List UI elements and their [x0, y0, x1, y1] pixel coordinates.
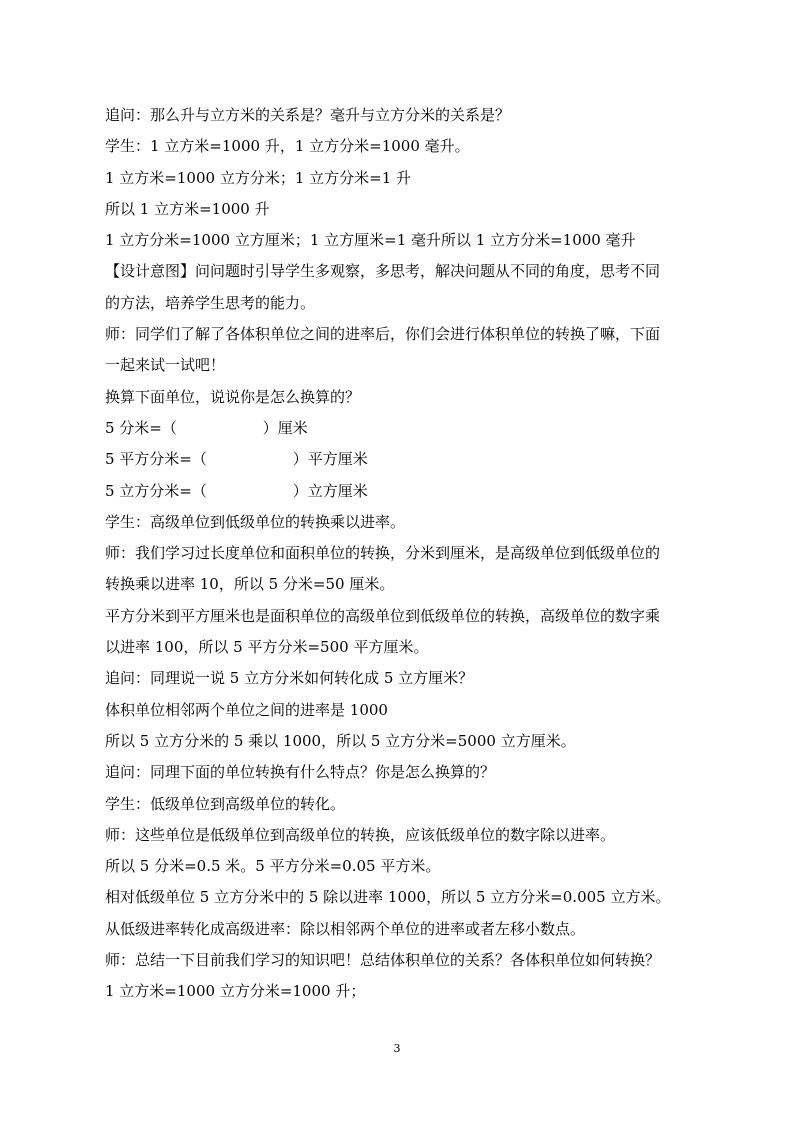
text-line: 所以 5 分米=0.5 米。5 平方分米=0.05 平方米。 — [105, 857, 441, 876]
text-line: 以进率 100，所以 5 平方分米=500 平方厘米。 — [105, 638, 429, 657]
text-line: 从低级进率转化成高级进率：除以相邻两个单位的进率或者左移小数点。 — [105, 919, 586, 938]
text-line: 追问：同理说一说 5 立方分米如何转化成 5 立方厘米？ — [105, 669, 474, 688]
text-line: 师：总结一下目前我们学习的知识吧！总结体积单位的关系？各体积单位如何转换？ — [105, 951, 661, 970]
text-line: 追问：同理下面的单位转换有什么特点？你是怎么换算的？ — [105, 763, 496, 782]
text-line: 的方法，培养学生思考的能力。 — [105, 293, 316, 312]
text-line: 体积单位相邻两个单位之间的进率是 1000 — [105, 700, 388, 719]
text-line: 师：这些单位是低级单位到高级单位的转换，应该低级单位的数字除以进率。 — [105, 825, 616, 844]
text-line: 1 立方米=1000 立方分米=1000 升； — [105, 982, 366, 1001]
text-line: 【设计意图】问问题时引导学生多观察，多思考，解决问题从不同的角度，思考不同 — [105, 262, 661, 281]
text-line: 换算下面单位，说说你是怎么换算的？ — [105, 387, 361, 406]
text-line: 5 分米=（ ）厘米 — [105, 418, 308, 437]
text-line: 5 立方分米=（ ）立方厘米 — [105, 481, 368, 500]
text-line: 所以 5 立方分米的 5 乘以 1000，所以 5 立方分米=5000 立方厘米。 — [105, 731, 576, 750]
page-number: 3 — [393, 1042, 401, 1055]
text-line: 平方分米到平方厘米也是面积单位的高级单位到低级单位的转换，高级单位的数字乘 — [105, 606, 661, 625]
text-line: 学生：低级单位到高级单位的转化。 — [105, 794, 346, 813]
text-line: 一起来试一试吧！ — [105, 356, 226, 375]
text-line: 学生：1 立方米=1000 升，1 立方分米=1000 毫升。 — [105, 137, 470, 156]
text-line: 转换乘以进率 10，所以 5 分米=50 厘米。 — [105, 575, 395, 594]
text-line: 追问：那么升与立方米的关系是？毫升与立方分米的关系是？ — [105, 106, 511, 124]
text-line: 5 平方分米=（ ）平方厘米 — [105, 450, 368, 469]
text-line: 所以 1 立方米=1000 升 — [105, 199, 270, 218]
text-line: 相对低级单位 5 立方分米中的 5 除以进率 1000，所以 5 立方分米=0.005 立方米。 — [105, 888, 671, 907]
text-line: 学生：高级单位到低级单位的转换乘以进率。 — [105, 512, 406, 531]
text-line: 1 立方米=1000 立方分米；1 立方分米=1 升 — [105, 168, 412, 187]
text-line: 师：我们学习过长度单位和面积单位的转换，分米到厘米，是高级单位到低级单位的 — [105, 544, 661, 563]
text-line: 师：同学们了解了各体积单位之间的进率后，你们会进行体积单位的转换了嘛，下面 — [105, 325, 661, 344]
text-line: 1 立方分米=1000 立方厘米；1 立方厘米=1 毫升所以 1 立方分米=1000 毫升 — [105, 231, 636, 250]
body-text — [105, 100, 701, 1008]
